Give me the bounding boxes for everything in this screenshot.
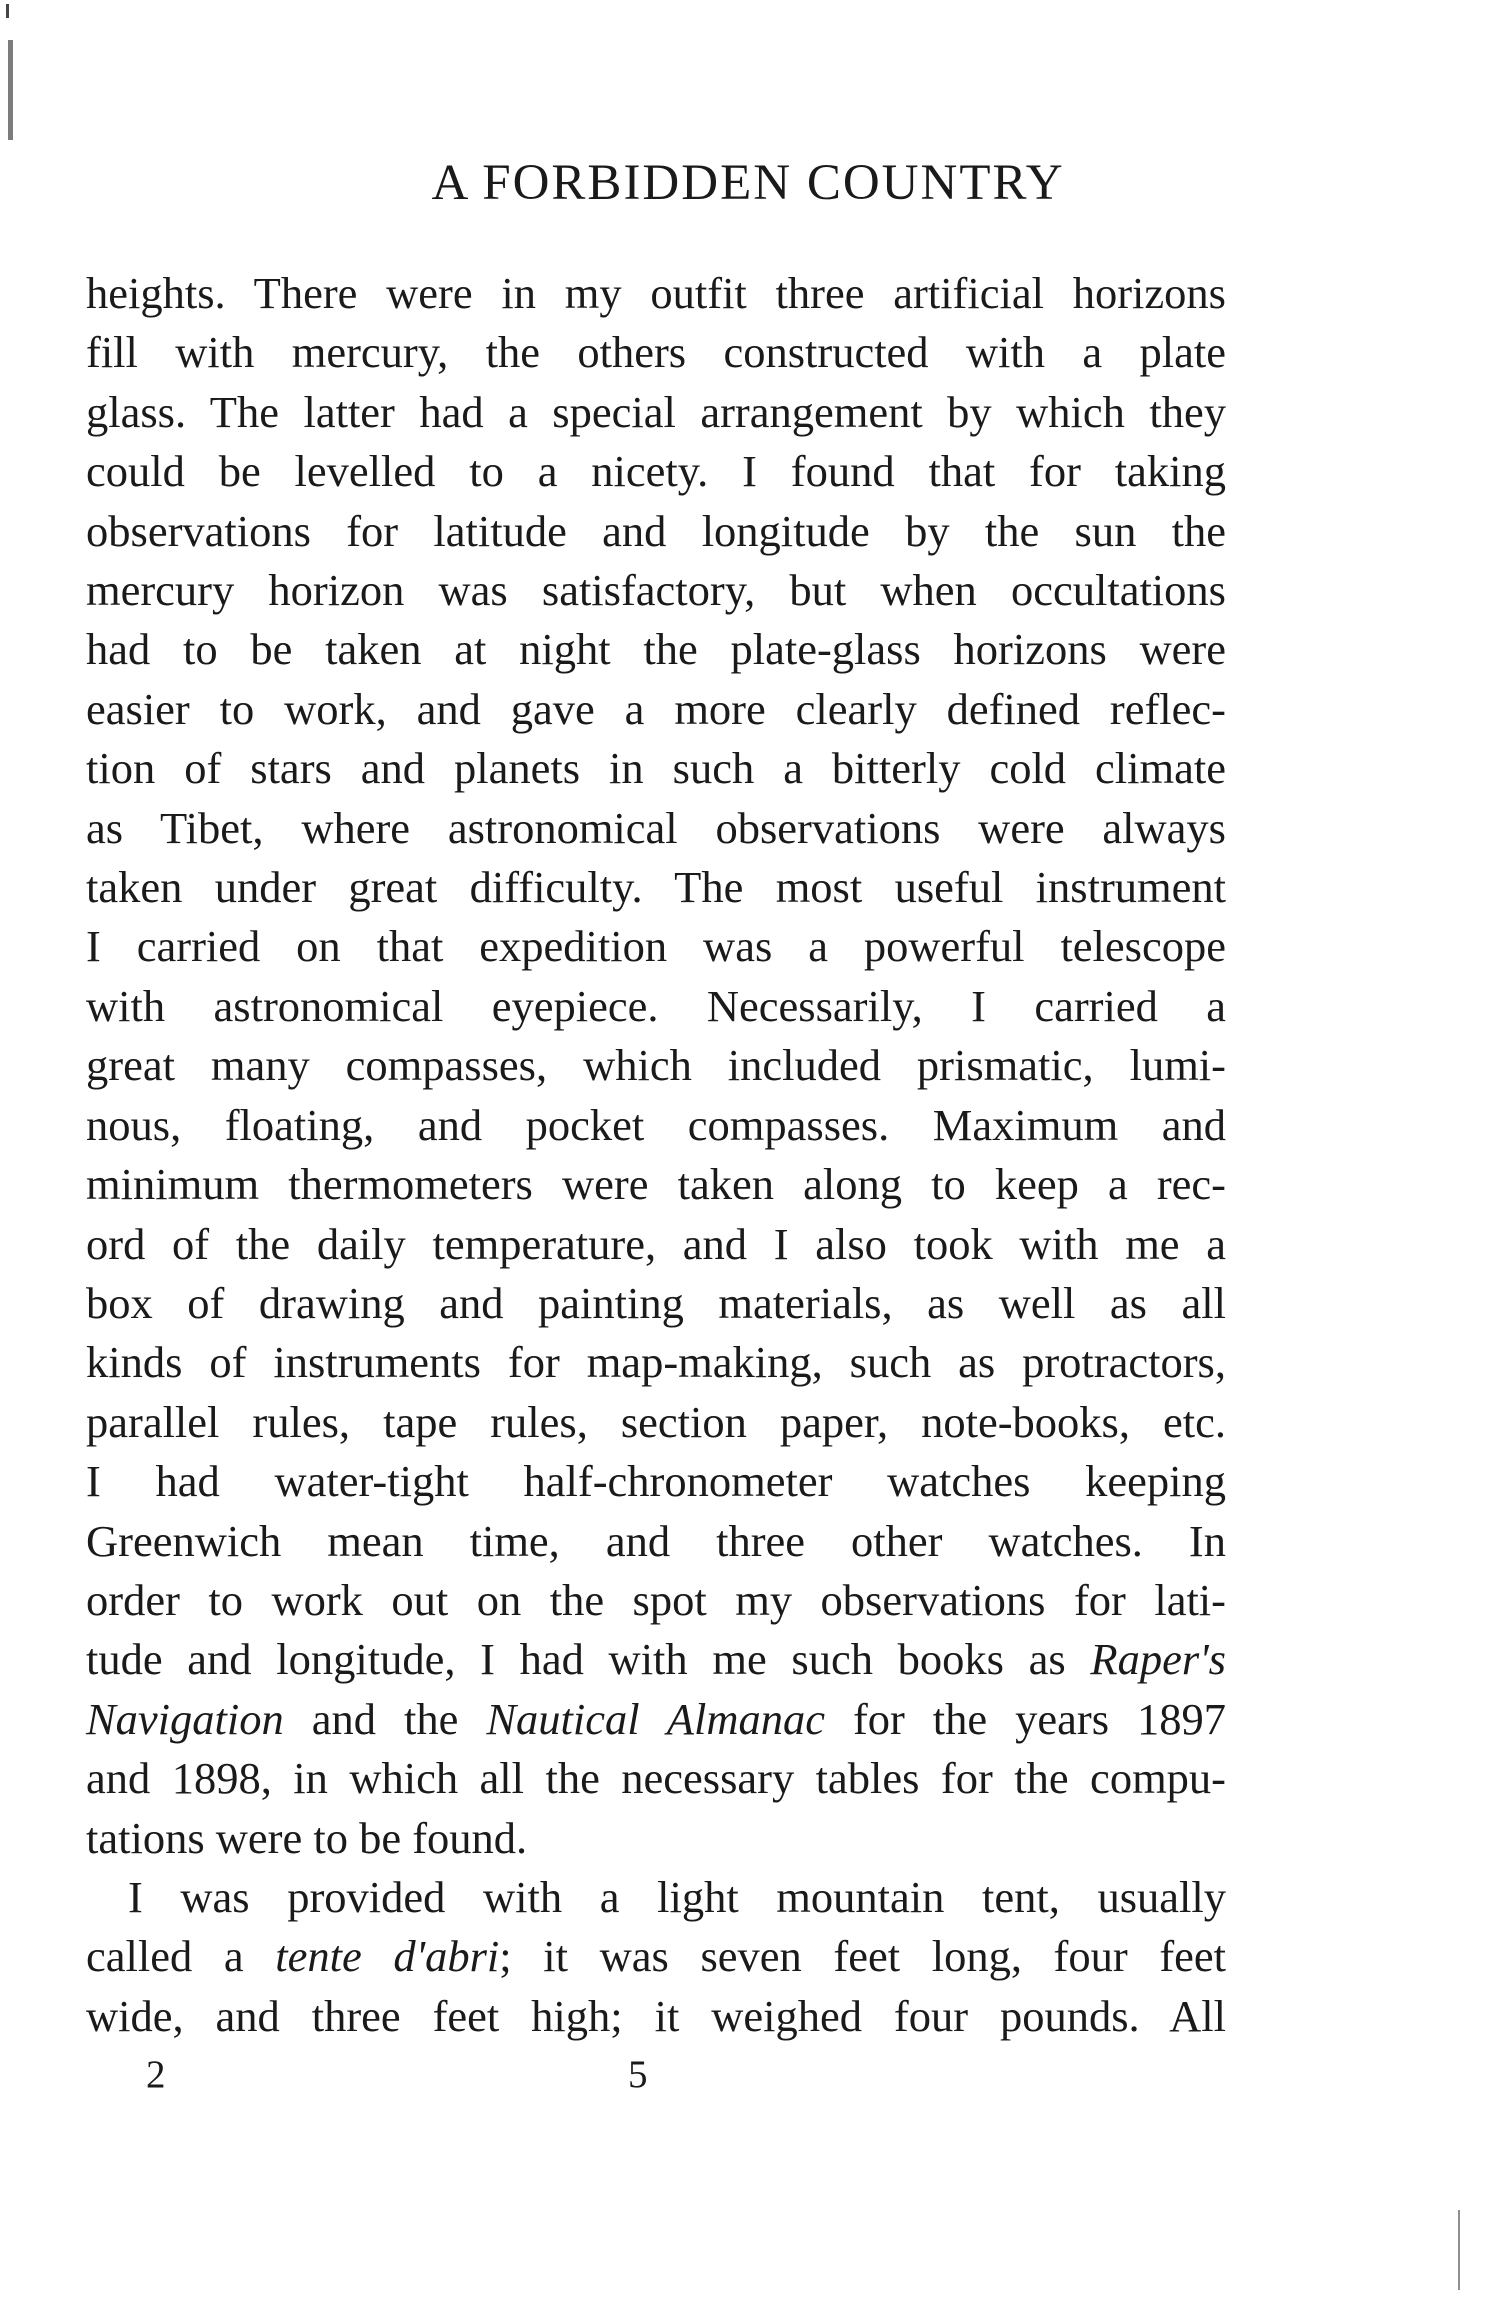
text-line: could be levelled to a nicety. I found that for taking (86, 446, 1226, 497)
page-number: 5 (628, 2053, 648, 2096)
text-line-with-italic (86, 1630, 1226, 1689)
text-line: I carried on that expedition was a powerful telescope (86, 921, 1226, 972)
text-line-with-italic (86, 1927, 1226, 1986)
text-line: nous, floating, and pocket compasses. Maximum and (86, 1099, 1226, 1150)
text-line: I was provided with a light mountain tent, usually (128, 1871, 1226, 1922)
text-line: fill with mercury, the others constructed with a plate (86, 327, 1226, 378)
text-line: tion of stars and planets in such a bitterly cold climate (86, 743, 1226, 794)
text-segment: tude and longitude, I had with me such books as (86, 1634, 1066, 1685)
text-line-with-italic (86, 1690, 1226, 1749)
text-line: easier to work, and gave a more clearly defined reflec- (86, 683, 1226, 734)
text-segment: called a (86, 1931, 276, 1982)
scan-speck (6, 4, 9, 18)
running-head: A FORBIDDEN COUNTRY (431, 155, 1065, 211)
italic-title: Raper's (1090, 1634, 1226, 1685)
scan-speck (8, 40, 13, 140)
text-line: mercury horizon was satisfactory, but when occultations (86, 565, 1226, 616)
text-segment: ; it was seven feet long, four feet (499, 1931, 1227, 1982)
italic-title: Navigation (86, 1693, 284, 1744)
text-segment: and the (283, 1693, 487, 1744)
scan-speck (1458, 2210, 1460, 2290)
text-line: with astronomical eyepiece. Necessarily, I carried a (86, 980, 1226, 1031)
signature-mark: 2 (146, 2053, 166, 2096)
italic-title: Nautical Almanac (486, 1693, 825, 1744)
text-line: heights. There were in my outfit three artificial horizons (86, 268, 1226, 318)
text-line: as Tibet, where astronomical observations were always (86, 802, 1226, 853)
text-line: taken under great difficulty. The most useful instrument (86, 862, 1226, 913)
text-line: had to be taken at night the plate-glass horizons were (86, 624, 1226, 675)
text-line: observations for latitude and longitude by the sun the (86, 505, 1226, 556)
text-line: wide, and three feet high; it weighed four pounds. All (86, 1990, 1226, 2041)
italic-phrase: tente d'abri (275, 1931, 500, 1982)
text-line: great many compasses, which included prismatic, lumi- (86, 1040, 1226, 1091)
text-line: kinds of instruments for map-making, such as protractors, (86, 1337, 1226, 1388)
text-line: and 1898, in which all the necessary tables for the compu- (86, 1753, 1226, 1804)
text-line: Greenwich mean time, and three other watches. In (86, 1515, 1226, 1566)
text-segment: for the years 1897 (824, 1693, 1227, 1744)
text-line: tations were to be found. (86, 1812, 528, 1863)
text-line: box of drawing and painting materials, as well as all (86, 1277, 1226, 1328)
text-line: order to work out on the spot my observations for lati- (86, 1574, 1226, 1625)
text-line: I had water-tight half-chronometer watches keeping (86, 1456, 1226, 1507)
text-line: minimum thermometers were taken along to keep a rec- (86, 1159, 1226, 1210)
body-text (86, 264, 1226, 2046)
text-line: ord of the daily temperature, and I also took with me a (86, 1218, 1226, 1269)
text-line: glass. The latter had a special arrangement by which they (86, 386, 1226, 437)
text-line: parallel rules, tape rules, section paper, note-books, etc. (86, 1396, 1226, 1447)
